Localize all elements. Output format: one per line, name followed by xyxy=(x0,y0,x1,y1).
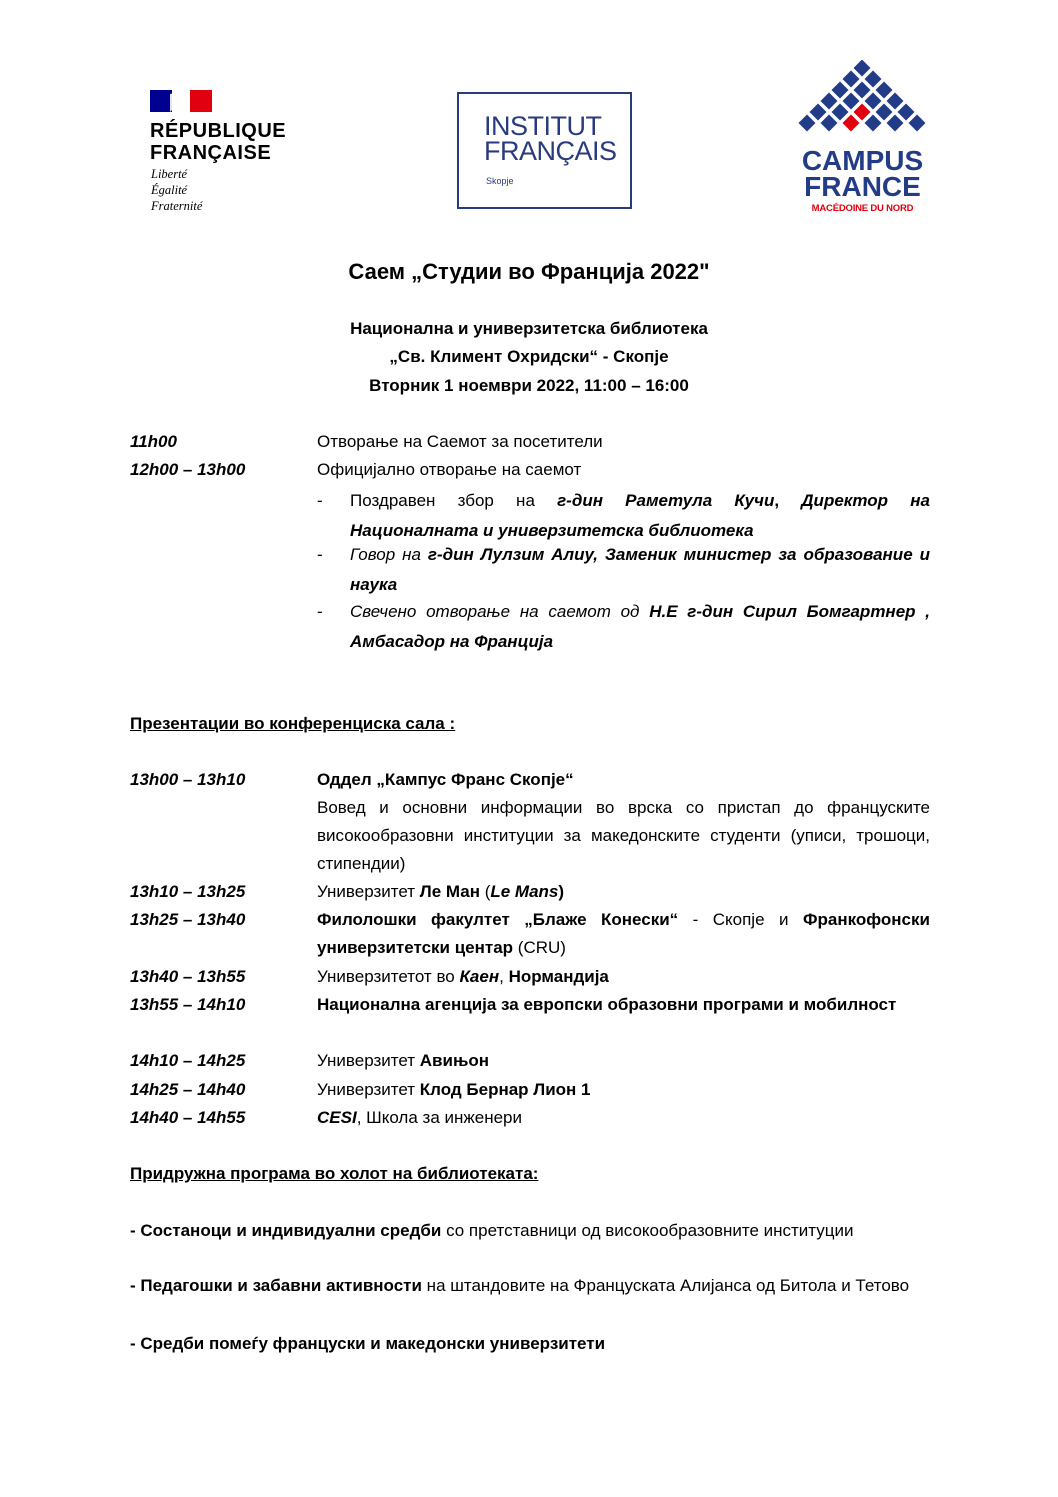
presentation-time: 14h25 – 14h40 xyxy=(130,1080,246,1099)
side-program-item: - Средби помеѓу француски и македонски универзитети xyxy=(130,1334,606,1353)
presentation-text: Оддел „Кампус Франс Скопје“ Вовед и основни информации во врска со пристап до француските високообразовни институции за македонските студенти (уписи, трошоци, стипендии) xyxy=(317,770,930,873)
cf-name-line-2: FRANCE xyxy=(804,171,921,202)
venue-line-1: Национална и универзитетска библиотека xyxy=(350,319,708,338)
presentation-text: Универзитет Клод Бернар Лион 1 xyxy=(317,1080,591,1099)
presentation-time: 13h00 – 13h10 xyxy=(130,770,246,789)
presentation-time: 13h40 – 13h55 xyxy=(130,967,246,986)
presentation-time: 13h25 – 13h40 xyxy=(130,910,246,929)
side-program-item: - Педагошки и забавни активности на штандовите на Француската Алијанса од Битола и Тетово xyxy=(130,1276,910,1295)
presentation-text: Национална агенција за европски образовни програми и мобилност xyxy=(317,995,897,1014)
cf-name xyxy=(795,145,930,202)
presentation-text: Универзитетот во Каен, Нормандија xyxy=(317,967,609,986)
presentation-time: 13h55 – 14h10 xyxy=(130,995,246,1014)
rf-motto-fraternite: Fraternité xyxy=(151,199,203,213)
rf-motto xyxy=(151,166,202,214)
presentation-time: 14h10 – 14h25 xyxy=(130,1051,246,1070)
campus-france-diamond-icon xyxy=(795,60,930,146)
program-text: Официјално отворање на саемот xyxy=(317,460,582,479)
presentation-text: Универзитет Авињон xyxy=(317,1051,490,1070)
presentation-time: 13h10 – 13h25 xyxy=(130,882,246,901)
marianne-flag-icon xyxy=(150,90,212,112)
presentation-text: CESI, Школа за инженери xyxy=(317,1108,522,1127)
event-date: Вторник 1 ноември 2022, 11:00 – 16:00 xyxy=(369,376,689,395)
program-time: 11h00 xyxy=(130,432,177,451)
bullet-text: Свечено отворање на саемот од Н.Е г-дин Сирил Бомгартнер , Амбасадор на Франција xyxy=(350,602,931,651)
bullet-text: Поздравен збор на г-дин Раметула Кучи, Директор на Националната и универзитетска библиотека xyxy=(350,491,930,540)
rf-name-line-1: RÉPUBLIQUE xyxy=(150,120,287,142)
program-text: Отворање на Саемот за посетители xyxy=(317,432,603,451)
institut-francais-logo xyxy=(457,92,632,209)
rf-name-line-2: FRANÇAISE xyxy=(150,142,272,164)
cf-name-line-1: CAMPUS xyxy=(801,145,924,176)
if-name-line-2: FRANÇAIS xyxy=(484,136,617,166)
program-time: 12h00 – 13h00 xyxy=(130,460,246,479)
if-city: Skopje xyxy=(486,176,514,186)
rf-name xyxy=(150,120,286,164)
if-name-line-1: INSTITUT xyxy=(484,111,602,141)
venue-line-2: „Св. Климент Охридски“ - Скопје xyxy=(389,347,669,366)
presentation-text: Филолошки факултет „Блаже Конески“ - Скопје и Франкофонски универзитетски центар (CRU) xyxy=(317,910,930,957)
republique-francaise-logo xyxy=(150,90,320,225)
campus-france-logo xyxy=(795,60,935,220)
cf-subtitle: MACÉDOINE DU NORD xyxy=(811,203,914,214)
rf-motto-liberte: Liberté xyxy=(151,167,188,181)
presentations-heading: Презентации во конференциска сала : xyxy=(130,714,456,733)
side-program-heading: Придружна програма во холот на библиотеката: xyxy=(130,1164,539,1183)
presentation-text: Универзитет Ле Ман (Le Mans) xyxy=(317,882,565,901)
if-name xyxy=(484,111,617,166)
rf-motto-egalite: Égalité xyxy=(151,183,188,197)
side-program-item: - Состаноци и индивидуални средби со претставници од високообразовните институции xyxy=(130,1221,854,1240)
bullet-text: Говор на г-дин Лулзим Алиу, Заменик министер за образование и наука xyxy=(350,545,930,594)
document-title: Саем „Студии во Франција 2022" xyxy=(348,259,710,284)
presentation-time: 14h40 – 14h55 xyxy=(130,1108,246,1127)
